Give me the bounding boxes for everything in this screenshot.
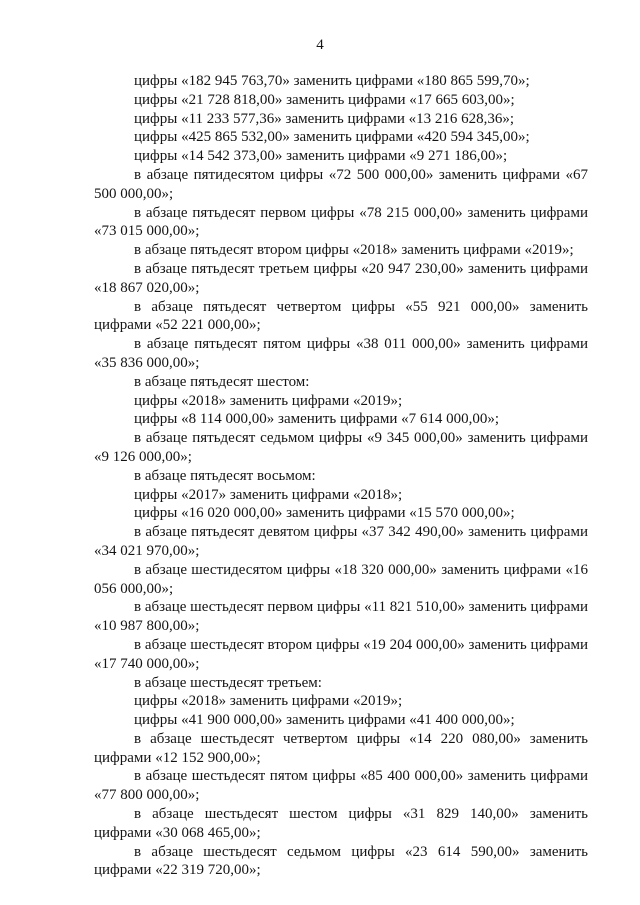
amendment-paragraph: в абзаце пятьдесят пятом цифры «38 011 000,00» заменить цифрами «35 836 000,00»; [94, 336, 588, 371]
amendment-paragraph: цифры «2017» заменить цифрами «2018»; [134, 486, 403, 503]
amendment-paragraph: цифры «2018» заменить цифрами «2019»; [134, 693, 403, 710]
amendment-paragraph: цифры «182 945 763,70» заменить цифрами «180 865 599,70»; [134, 73, 530, 89]
amendment-list [94, 72, 588, 880]
amendment-paragraph: в абзаце пятьдесят седьмом цифры «9 345 000,00» заменить цифрами «9 126 000,00»; [94, 430, 588, 465]
amendment-paragraph: в абзаце шестьдесят шестом цифры «31 829 140,00» заменить цифрами «30 068 465,00»; [94, 806, 588, 841]
amendment-paragraph: цифры «11 233 577,36» заменить цифрами «13 216 628,36»; [134, 110, 515, 127]
page-number: 4 [316, 37, 324, 53]
amendment-paragraph: в абзаце шестьдесят пятом цифры «85 400 000,00» заменить цифрами «77 800 000,00»; [94, 768, 588, 804]
amendment-paragraph: в абзаце шестьдесят седьмом цифры «23 614 590,00» заменить цифрами «22 319 720,00»; [94, 843, 588, 879]
amendment-paragraph: в абзаце шестьдесят четвертом цифры «14 220 080,00» заменить цифрами «12 152 900,00»; [94, 730, 588, 766]
amendment-paragraph: в абзаце пятьдесят четвертом цифры «55 921 000,00» заменить цифрами «52 221 000,00»; [94, 298, 588, 334]
amendment-paragraph: в абзаце шестидесятом цифры «18 320 000,00» заменить цифрами «16 056 000,00»; [94, 561, 588, 597]
amendment-paragraph: в абзаце пятьдесят третьем цифры «20 947 230,00» заменить цифрами «18 867 020,00»; [94, 260, 588, 296]
amendment-paragraph: в абзаце пятьдесят втором цифры «2018» заменить цифрами «2019»; [134, 242, 574, 259]
amendment-paragraph: цифры «8 114 000,00» заменить цифрами «7 614 000,00»; [134, 411, 500, 428]
amendment-paragraph: цифры «16 020 000,00» заменить цифрами «15 570 000,00»; [134, 505, 515, 522]
amendment-paragraph: в абзаце шестьдесят втором цифры «19 204 000,00» заменить цифрами «17 740 000,00»; [94, 636, 588, 672]
amendment-paragraph: в абзаце пятьдесят восьмом: [134, 467, 316, 484]
amendment-paragraph: цифры «425 865 532,00» заменить цифрами «420 594 345,00»; [134, 129, 530, 146]
amendment-paragraph: в абзаце шестьдесят третьем: [134, 674, 322, 691]
amendment-paragraph: в абзаце пятьдесят шестом: [134, 373, 310, 390]
amendment-paragraph: цифры «14 542 373,00» заменить цифрами «9 271 186,00»; [134, 148, 508, 165]
amendment-paragraph: в абзаце пятьдесят первом цифры «78 215 000,00» заменить цифрами «73 015 000,00»; [94, 204, 588, 240]
amendment-paragraph: в абзаце пятьдесят девятом цифры «37 342 490,00» заменить цифрами «34 021 970,00»; [94, 524, 588, 559]
amendment-paragraph: цифры «41 900 000,00» заменить цифрами «41 400 000,00»; [134, 712, 515, 729]
amendment-paragraph: цифры «2018» заменить цифрами «2019»; [134, 392, 403, 409]
amendment-paragraph: в абзаце пятидесятом цифры «72 500 000,00» заменить цифрами «67 500 000,00»; [94, 166, 588, 202]
amendment-paragraph: в абзаце шестьдесят первом цифры «11 821 510,00» заменить цифрами «10 987 800,00»; [94, 599, 588, 635]
amendment-paragraph: цифры «21 728 818,00» заменить цифрами «17 665 603,00»; [134, 91, 515, 108]
